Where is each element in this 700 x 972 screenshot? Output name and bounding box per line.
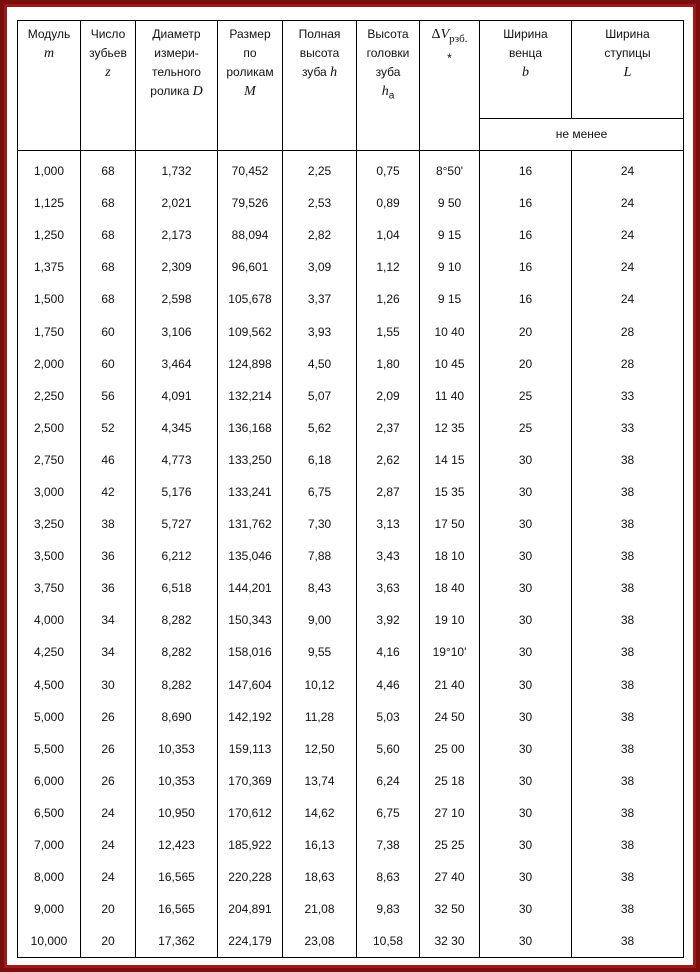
table-cell: 6,75: [357, 797, 420, 829]
header-roller-diameter: Диаметр измери- тельного ролика D: [136, 21, 218, 151]
table-cell: 109,562: [218, 315, 283, 347]
table-cell: 5,03: [357, 701, 420, 733]
table-cell: 4,091: [136, 380, 218, 412]
table-row: [18, 508, 684, 540]
table-cell: 26: [81, 701, 136, 733]
header-teeth-count: Число зубьев z: [81, 21, 136, 151]
table-cell: 24: [81, 861, 136, 893]
table-cell: 28: [572, 315, 684, 347]
table-cell: 18,63: [283, 861, 357, 893]
table-cell: 16: [480, 283, 572, 315]
table-cell: 2,82: [283, 219, 357, 251]
table-cell: 10 40: [420, 315, 480, 347]
table-row: [18, 151, 684, 188]
table-cell: 3,93: [283, 315, 357, 347]
table-cell: 30: [480, 476, 572, 508]
table-cell: 38: [572, 701, 684, 733]
table-cell: 4,250: [18, 636, 81, 668]
table-cell: 0,89: [357, 187, 420, 219]
table-cell: 133,250: [218, 444, 283, 476]
table-cell: 33: [572, 380, 684, 412]
table-cell: 5,000: [18, 701, 81, 733]
table-cell: 20: [81, 893, 136, 925]
table-cell: 33: [572, 412, 684, 444]
header-addendum-height: Высота головки зуба $h_a$: [357, 21, 420, 151]
table-cell: 2,000: [18, 348, 81, 380]
table-cell: 1,500: [18, 283, 81, 315]
table-cell: 105,678: [218, 283, 283, 315]
table-cell: 6,212: [136, 540, 218, 572]
table-cell: 25 18: [420, 765, 480, 797]
table-cell: 2,87: [357, 476, 420, 508]
table-cell: 30: [480, 636, 572, 668]
table-cell: 30: [480, 508, 572, 540]
table-cell: 38: [572, 604, 684, 636]
table-cell: 24: [81, 829, 136, 861]
table-cell: 6,000: [18, 765, 81, 797]
header-size-over-rollers: Размер по роликам M: [218, 21, 283, 151]
table-cell: 4,16: [357, 636, 420, 668]
table-cell: 38: [572, 444, 684, 476]
table-cell: 1,80: [357, 348, 420, 380]
table-cell: 4,50: [283, 348, 357, 380]
table-cell: 8,43: [283, 572, 357, 604]
table-cell: 30: [480, 540, 572, 572]
table-cell: 24 50: [420, 701, 480, 733]
table-row: [18, 572, 684, 604]
table-cell: 30: [480, 925, 572, 958]
table-cell: 46: [81, 444, 136, 476]
table-row: [18, 412, 684, 444]
table-cell: 70,452: [218, 151, 283, 188]
table-cell: 13,74: [283, 765, 357, 797]
table-cell: 1,04: [357, 219, 420, 251]
table-cell: 15 35: [420, 476, 480, 508]
table-cell: 34: [81, 604, 136, 636]
table-cell: 25 25: [420, 829, 480, 861]
table-cell: 30: [480, 765, 572, 797]
table-cell: 24: [572, 151, 684, 188]
table-row: [18, 733, 684, 765]
table-cell: 9 15: [420, 219, 480, 251]
table-cell: 158,016: [218, 636, 283, 668]
table-cell: 38: [572, 765, 684, 797]
table-cell: 2,750: [18, 444, 81, 476]
table-row: [18, 219, 684, 251]
table-cell: 17 50: [420, 508, 480, 540]
table-cell: 2,021: [136, 187, 218, 219]
table-cell: 131,762: [218, 508, 283, 540]
table-cell: 30: [480, 604, 572, 636]
table-cell: 8,282: [136, 604, 218, 636]
table-cell: 24: [81, 797, 136, 829]
table-cell: 4,345: [136, 412, 218, 444]
table-cell: 3,09: [283, 251, 357, 283]
table-cell: 170,612: [218, 797, 283, 829]
table-body: [18, 151, 684, 958]
table-cell: 8,282: [136, 669, 218, 701]
table-row: [18, 315, 684, 347]
table-cell: 38: [572, 829, 684, 861]
table-cell: 24: [572, 283, 684, 315]
table-cell: 24: [572, 251, 684, 283]
table-cell: 6,500: [18, 797, 81, 829]
table-cell: 185,922: [218, 829, 283, 861]
table-cell: 32 30: [420, 925, 480, 958]
table-cell: 10,950: [136, 797, 218, 829]
table-cell: 4,000: [18, 604, 81, 636]
table-cell: 3,464: [136, 348, 218, 380]
table-cell: 2,598: [136, 283, 218, 315]
table-cell: 60: [81, 348, 136, 380]
table-cell: 24: [572, 219, 684, 251]
table-cell: 8,282: [136, 636, 218, 668]
table-cell: 30: [480, 861, 572, 893]
table-cell: 10,58: [357, 925, 420, 958]
table-cell: 2,09: [357, 380, 420, 412]
table-cell: 7,30: [283, 508, 357, 540]
table-cell: 8°50': [420, 151, 480, 188]
table-cell: 2,25: [283, 151, 357, 188]
table-row: [18, 540, 684, 572]
table-row: [18, 476, 684, 508]
table-row: [18, 829, 684, 861]
table-cell: 19°10': [420, 636, 480, 668]
table-cell: 9,55: [283, 636, 357, 668]
table-cell: 133,241: [218, 476, 283, 508]
table-cell: 28: [572, 348, 684, 380]
table-cell: 9,00: [283, 604, 357, 636]
table-cell: 38: [572, 669, 684, 701]
table-cell: 135,046: [218, 540, 283, 572]
table-cell: 124,898: [218, 348, 283, 380]
table-cell: 21 40: [420, 669, 480, 701]
table-cell: 5,60: [357, 733, 420, 765]
table-cell: 88,094: [218, 219, 283, 251]
table-cell: 42: [81, 476, 136, 508]
table-cell: 2,500: [18, 412, 81, 444]
table-cell: 5,727: [136, 508, 218, 540]
table-cell: 9,000: [18, 893, 81, 925]
table-cell: 7,000: [18, 829, 81, 861]
table-cell: 1,26: [357, 283, 420, 315]
table-row: [18, 380, 684, 412]
table-cell: 9 10: [420, 251, 480, 283]
table-cell: 3,37: [283, 283, 357, 315]
table-cell: 224,179: [218, 925, 283, 958]
table-cell: 8,690: [136, 701, 218, 733]
table-cell: 30: [480, 669, 572, 701]
table-cell: 204,891: [218, 893, 283, 925]
table-cell: 38: [572, 893, 684, 925]
table-cell: 10,000: [18, 925, 81, 958]
table-cell: 16,13: [283, 829, 357, 861]
table-cell: 3,000: [18, 476, 81, 508]
gear-parameters-table: [17, 20, 684, 958]
table-cell: 10,353: [136, 765, 218, 797]
table-cell: 6,518: [136, 572, 218, 604]
table-cell: 132,214: [218, 380, 283, 412]
header-full-tooth-height: Полная высота зуба h: [283, 21, 357, 151]
table-cell: 30: [480, 733, 572, 765]
table-row: [18, 348, 684, 380]
table-cell: 30: [480, 572, 572, 604]
table-cell: 30: [480, 893, 572, 925]
table-cell: 5,07: [283, 380, 357, 412]
table-row: [18, 861, 684, 893]
table-cell: 16: [480, 151, 572, 188]
table-cell: 25: [480, 380, 572, 412]
table-cell: 2,250: [18, 380, 81, 412]
table-cell: 6,75: [283, 476, 357, 508]
table-cell: 1,55: [357, 315, 420, 347]
table-cell: 142,192: [218, 701, 283, 733]
table-cell: 4,773: [136, 444, 218, 476]
table-cell: 2,173: [136, 219, 218, 251]
table-cell: 3,500: [18, 540, 81, 572]
table-cell: 14 15: [420, 444, 480, 476]
table-cell: 38: [572, 733, 684, 765]
table-cell: 38: [572, 861, 684, 893]
table-cell: 0,75: [357, 151, 420, 188]
table-cell: 79,526: [218, 187, 283, 219]
table-cell: 5,62: [283, 412, 357, 444]
table-cell: 3,92: [357, 604, 420, 636]
table-row: [18, 893, 684, 925]
table-cell: 1,375: [18, 251, 81, 283]
table-cell: 12 35: [420, 412, 480, 444]
table-cell: 27 40: [420, 861, 480, 893]
table-cell: 3,106: [136, 315, 218, 347]
table-cell: 3,43: [357, 540, 420, 572]
table-cell: 38: [572, 636, 684, 668]
table-cell: 26: [81, 765, 136, 797]
table-cell: 2,53: [283, 187, 357, 219]
table-cell: 38: [572, 797, 684, 829]
table-cell: 19 10: [420, 604, 480, 636]
table-row: [18, 669, 684, 701]
table-cell: 12,423: [136, 829, 218, 861]
table-cell: 150,343: [218, 604, 283, 636]
table-row: [18, 925, 684, 958]
table-cell: 16: [480, 219, 572, 251]
table-cell: 30: [480, 829, 572, 861]
table-cell: 10,353: [136, 733, 218, 765]
table-cell: 20: [480, 348, 572, 380]
table-cell: 170,369: [218, 765, 283, 797]
table-row: [18, 797, 684, 829]
header-delta-v: $\Delta V_{рзб.}$ *: [420, 21, 480, 151]
table-cell: 17,362: [136, 925, 218, 958]
table-cell: 2,309: [136, 251, 218, 283]
table-cell: 1,732: [136, 151, 218, 188]
table-cell: 96,601: [218, 251, 283, 283]
table-row: [18, 636, 684, 668]
table-cell: 38: [572, 572, 684, 604]
table-cell: 6,18: [283, 444, 357, 476]
table-cell: 20: [81, 925, 136, 958]
table-cell: 68: [81, 283, 136, 315]
table-cell: 56: [81, 380, 136, 412]
table-cell: 147,604: [218, 669, 283, 701]
table-cell: 2,62: [357, 444, 420, 476]
table-cell: 1,12: [357, 251, 420, 283]
table-cell: 36: [81, 540, 136, 572]
table-cell: 220,228: [218, 861, 283, 893]
header-rim-width: Ширина венца b: [480, 21, 572, 119]
table-cell: 21,08: [283, 893, 357, 925]
table-cell: 1,750: [18, 315, 81, 347]
table-cell: 6,24: [357, 765, 420, 797]
table-cell: 7,88: [283, 540, 357, 572]
table-cell: 25 00: [420, 733, 480, 765]
table-cell: 38: [572, 925, 684, 958]
table-cell: 144,201: [218, 572, 283, 604]
table-cell: 34: [81, 636, 136, 668]
table-cell: 18 10: [420, 540, 480, 572]
table-cell: 16,565: [136, 861, 218, 893]
table-cell: 12,50: [283, 733, 357, 765]
table-cell: 11 40: [420, 380, 480, 412]
table-cell: 8,000: [18, 861, 81, 893]
table-cell: 30: [480, 701, 572, 733]
table-cell: 3,63: [357, 572, 420, 604]
table-cell: 14,62: [283, 797, 357, 829]
table-cell: 10,12: [283, 669, 357, 701]
table-cell: 30: [480, 797, 572, 829]
table-cell: 1,000: [18, 151, 81, 188]
table-cell: 36: [81, 572, 136, 604]
table-cell: 3,250: [18, 508, 81, 540]
table-cell: 1,125: [18, 187, 81, 219]
table-cell: 38: [572, 508, 684, 540]
table-cell: 3,13: [357, 508, 420, 540]
header-module: Модуль m: [18, 21, 81, 151]
table-row: [18, 765, 684, 797]
table-cell: 136,168: [218, 412, 283, 444]
table-cell: 52: [81, 412, 136, 444]
table-cell: 2,37: [357, 412, 420, 444]
table-cell: 25: [480, 412, 572, 444]
header-min-note: не менее: [480, 119, 684, 151]
table-row: [18, 283, 684, 315]
table-cell: 8,63: [357, 861, 420, 893]
table-cell: 9 50: [420, 187, 480, 219]
table-cell: 38: [572, 476, 684, 508]
table-cell: 68: [81, 251, 136, 283]
table-cell: 9 15: [420, 283, 480, 315]
table-cell: 38: [572, 540, 684, 572]
table-cell: 24: [572, 187, 684, 219]
table-cell: 5,500: [18, 733, 81, 765]
table-cell: 16: [480, 187, 572, 219]
table-cell: 18 40: [420, 572, 480, 604]
table-cell: 60: [81, 315, 136, 347]
table-cell: 16: [480, 251, 572, 283]
table-cell: 159,113: [218, 733, 283, 765]
table-cell: 27 10: [420, 797, 480, 829]
table-cell: 23,08: [283, 925, 357, 958]
table-row: [18, 604, 684, 636]
header-hub-width: Ширина ступицы L: [572, 21, 684, 119]
table-cell: 20: [480, 315, 572, 347]
table-row: [18, 444, 684, 476]
table-cell: 68: [81, 151, 136, 188]
table-cell: 68: [81, 187, 136, 219]
table-cell: 30: [480, 444, 572, 476]
table-cell: 3,750: [18, 572, 81, 604]
table-cell: 7,38: [357, 829, 420, 861]
table-cell: 38: [81, 508, 136, 540]
table-row: [18, 251, 684, 283]
table-row: [18, 701, 684, 733]
table-cell: 10 45: [420, 348, 480, 380]
table-cell: 16,565: [136, 893, 218, 925]
table-row: [18, 187, 684, 219]
page-frame: [4, 4, 696, 968]
table-cell: 4,500: [18, 669, 81, 701]
table-cell: 26: [81, 733, 136, 765]
table-cell: 30: [81, 669, 136, 701]
table-cell: 5,176: [136, 476, 218, 508]
table-cell: 68: [81, 219, 136, 251]
table-cell: 32 50: [420, 893, 480, 925]
table-cell: 1,250: [18, 219, 81, 251]
table-cell: 11,28: [283, 701, 357, 733]
table-cell: 4,46: [357, 669, 420, 701]
document-page: [17, 20, 683, 962]
table-cell: 9,83: [357, 893, 420, 925]
